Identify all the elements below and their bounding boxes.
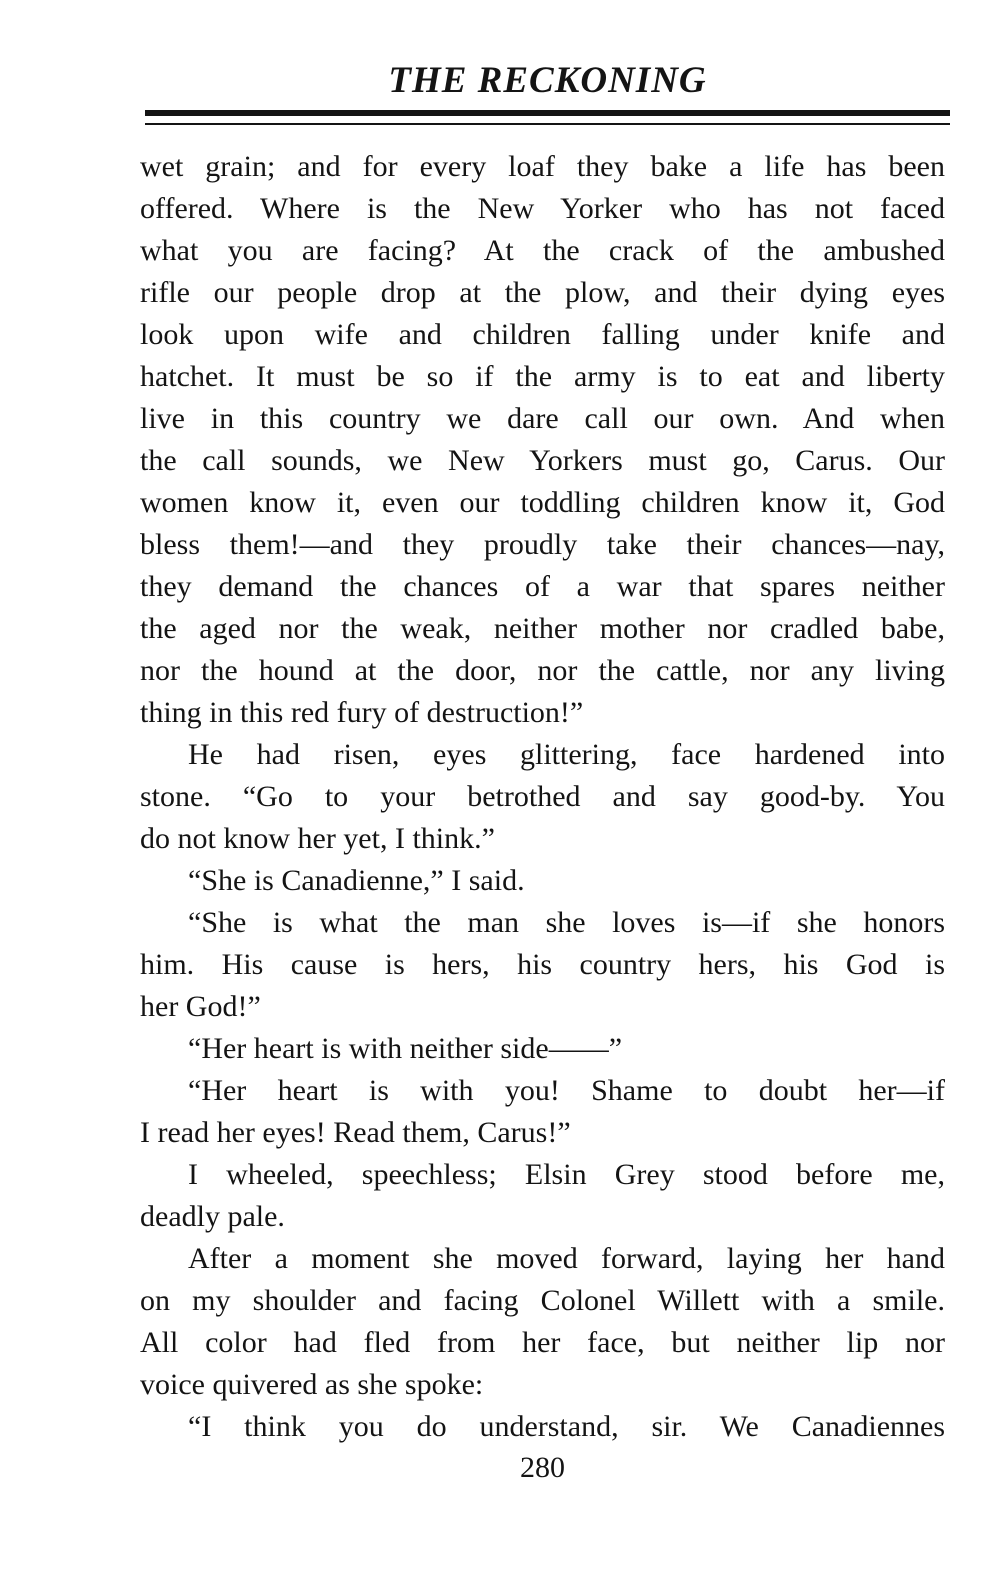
header-rule-thick: [145, 110, 950, 116]
text-line: live in this country we dare call our own. And when: [140, 402, 945, 435]
text-line: stone. “Go to your betrothed and say good-by. You: [140, 780, 945, 813]
text-line: After a moment she moved forward, laying her hand: [188, 1242, 945, 1275]
text-line: offered. Where is the New Yorker who has not faced: [140, 192, 945, 225]
page-number: 280: [520, 1451, 565, 1484]
text-line: her God!”: [140, 990, 261, 1023]
text-line: they demand the chances of a war that spares neither: [140, 570, 945, 603]
text-line: rifle our people drop at the plow, and their dying eyes: [140, 276, 945, 309]
text-line: All color had fled from her face, but neither lip nor: [140, 1326, 945, 1359]
text-line: “Her heart is with neither side——”: [188, 1032, 623, 1065]
text-line: look upon wife and children falling under knife and: [140, 318, 945, 351]
text-line: do not know her yet, I think.”: [140, 822, 495, 855]
text-line: nor the hound at the door, nor the cattle, nor any living: [140, 654, 945, 687]
text-line: “She is what the man she loves is—if she honors: [188, 906, 945, 939]
text-line: him. His cause is hers, his country hers, his God is: [140, 948, 945, 981]
text-line: hatchet. It must be so if the army is to eat and liberty: [140, 360, 945, 393]
text-line: deadly pale.: [140, 1200, 285, 1233]
body-text: [140, 146, 945, 1448]
text-line: the call sounds, we New Yorkers must go, Carus. Our: [140, 444, 945, 477]
text-line: on my shoulder and facing Colonel Willett with a smile.: [140, 1284, 945, 1317]
text-line: He had risen, eyes glittering, face hardened into: [188, 738, 945, 771]
header-rule-thin: [145, 123, 950, 125]
text-line: women know it, even our toddling children know it, God: [140, 486, 945, 519]
text-line: thing in this red fury of destruction!”: [140, 696, 584, 729]
text-line: I wheeled, speechless; Elsin Grey stood before me,: [188, 1158, 945, 1191]
text-line: “I think you do understand, sir. We Canadiennes: [188, 1410, 945, 1443]
text-line: “She is Canadienne,” I said.: [188, 864, 525, 897]
text-line: the aged nor the weak, neither mother nor cradled babe,: [140, 612, 945, 645]
text-line: “Her heart is with you! Shame to doubt her—if: [188, 1074, 945, 1107]
text-line: voice quivered as she spoke:: [140, 1368, 484, 1401]
text-line: wet grain; and for every loaf they bake a life has been: [140, 150, 945, 183]
running-header: THE RECKONING: [388, 60, 707, 101]
text-line: bless them!—and they proudly take their chances—nay,: [140, 528, 945, 561]
text-line: I read her eyes! Read them, Carus!”: [140, 1116, 571, 1149]
text-line: what you are facing? At the crack of the ambushed: [140, 234, 945, 267]
